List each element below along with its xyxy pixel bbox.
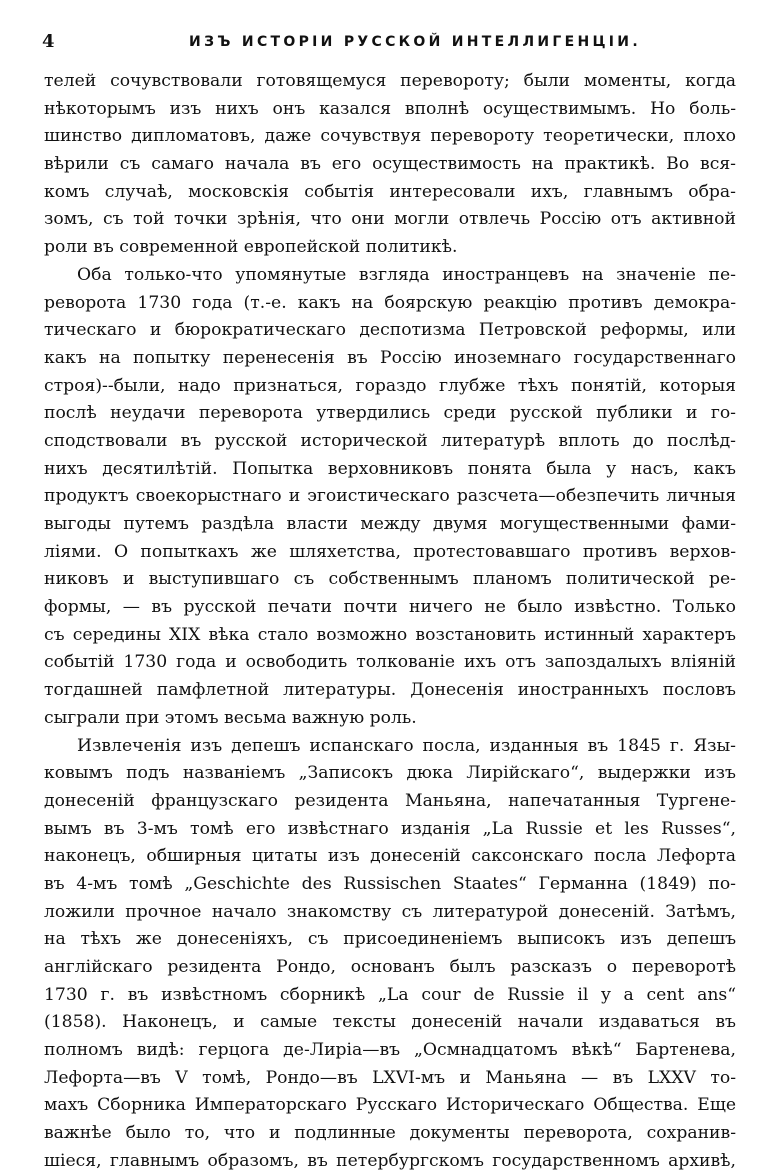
text-line: никовъ и выступившаго съ собственнымъ планомъ политической ре- <box>44 569 736 590</box>
text-line: событій 1730 года и освободить толкованіе ихъ отъ запоздалыхъ вліяній <box>44 652 736 673</box>
body-text <box>44 68 736 1176</box>
text-line: махъ Сборника Императорскаго Русскаго Историческаго Общества. Еще <box>44 1095 736 1116</box>
text-line: англійскаго резидента Рондо, основанъ былъ разсказъ о переворотѣ <box>44 957 736 977</box>
text-line: на тѣхъ же донесеніяхъ, съ присоединеніемъ выписокъ изъ депешъ <box>44 929 736 950</box>
text-line: формы, — въ русской печати почти ничего не было извѣстно. Только <box>44 597 736 618</box>
paragraph-2 <box>44 262 736 733</box>
text-line: 1730 г. въ извѣстномъ сборникѣ „La cour de Russie il y a cent ans“ <box>44 984 736 1005</box>
text-line: зомъ, съ той точки зрѣнія, что они могли отвлечь Россію отъ активной <box>44 209 736 230</box>
text-line: нѣкоторымъ изъ нихъ онъ казался вполнѣ осуществимымъ. Но боль- <box>44 98 736 119</box>
text-line: въ 4-мъ томѣ „Geschichte des Russischen Staates“ Германна (1849) по- <box>44 873 736 894</box>
text-line: Лефорта—въ V томѣ, Рондо—въ LXVI-мъ и Маньяна — въ LXXV то- <box>44 1067 736 1088</box>
text-line: телей сочувствовали готовящемуся перевороту; были моменты, когда <box>44 71 736 91</box>
text-line: нихъ десятилѣтій. Попытка верховниковъ понята была у насъ, какъ <box>44 458 736 479</box>
text-line: строя)--были, надо признаться, гораздо глубже тѣхъ понятій, которыя <box>44 375 736 396</box>
text-line: комъ случаѣ, московскія событія интересовали ихъ, главнымъ обра- <box>44 181 736 202</box>
text-line: роли въ современной европейской политикѣ. <box>44 237 458 258</box>
text-line: реворота 1730 года (т.-е. какъ на боярскую реакцію противъ демокра- <box>44 292 736 313</box>
text-line: вымъ въ 3-мъ томѣ его извѣстнаго изданія „La Russie et les Russes“, <box>44 818 736 839</box>
page-header <box>40 30 740 54</box>
text-line: шіеся, главнымъ образомъ, въ петербургскомъ государственномъ архивѣ, <box>44 1150 736 1171</box>
text-line: какъ на попытку перенесенія въ Россію иноземнаго государственнаго <box>44 347 736 368</box>
paragraph-1 <box>44 68 736 262</box>
text-line: тическаго и бюрократическаго деспотизма Петровской реформы, или <box>44 320 736 341</box>
text-line: съ середины XIX вѣка стало возможно возстановить истинный характеръ <box>44 624 736 645</box>
text-line: важнѣе было то, что и подлинные документы переворота, сохранив- <box>44 1123 736 1144</box>
text-line: ложили прочное начало знакомству съ литературой донесеній. Затѣмъ, <box>44 901 736 922</box>
text-line: ковымъ подъ названіемъ „Записокъ дюка Лирійскаго“, выдержки изъ <box>44 763 736 784</box>
text-line: вѣрили съ самаго начала въ его осуществимость на практикѣ. Во вся- <box>44 154 736 175</box>
text-line: сподствовали въ русской исторической литературѣ вплоть до послѣд- <box>44 430 736 451</box>
running-title: ИЗЪ ИСТОРІИ РУССКОЙ ИНТЕЛЛИГЕНЦІИ. <box>189 34 641 50</box>
text-line: наконецъ, обширныя цитаты изъ донесеній саксонскаго посла Лефорта <box>44 846 736 867</box>
page-number: 4 <box>42 31 55 52</box>
text-line: продуктъ своекорыстнаго и эгоистическаго разсчета—обезпечить личныя <box>44 486 736 507</box>
text-line: ліями. О попыткахъ же шляхетства, протестовавшаго противъ верхов- <box>44 541 736 562</box>
text-line: (1858). Наконецъ, и самые тексты донесеній начали издаваться въ <box>44 1012 736 1033</box>
text-line: полномъ видѣ: герцога де-Лиріа—въ „Осмнадцатомъ вѣкѣ“ Бартенева, <box>44 1040 736 1061</box>
text-line: Оба только-что упомянутые взгляда иностранцевъ на значеніе пе- <box>77 264 736 285</box>
text-line: сыграли при этомъ весьма важную роль. <box>44 707 417 728</box>
text-line: Извлеченія изъ депешъ испанскаго посла, изданныя въ 1845 г. Язы- <box>77 735 736 756</box>
text-line: тогдашней памфлетной литературы. Донесенія иностранныхъ пословъ <box>44 680 736 701</box>
paragraph-3 <box>44 733 736 1176</box>
text-line: послѣ неудачи переворота утвердились среди русской публики и го- <box>44 403 736 424</box>
text-line: шинство дипломатовъ, даже сочувствуя перевороту теоретически, плохо <box>44 126 736 147</box>
text-line: выгоды путемъ раздѣла власти между двумя могущественными фами- <box>44 514 736 534</box>
text-line: донесеній французскаго резидента Маньяна, напечатанныя Тургене- <box>44 790 736 811</box>
